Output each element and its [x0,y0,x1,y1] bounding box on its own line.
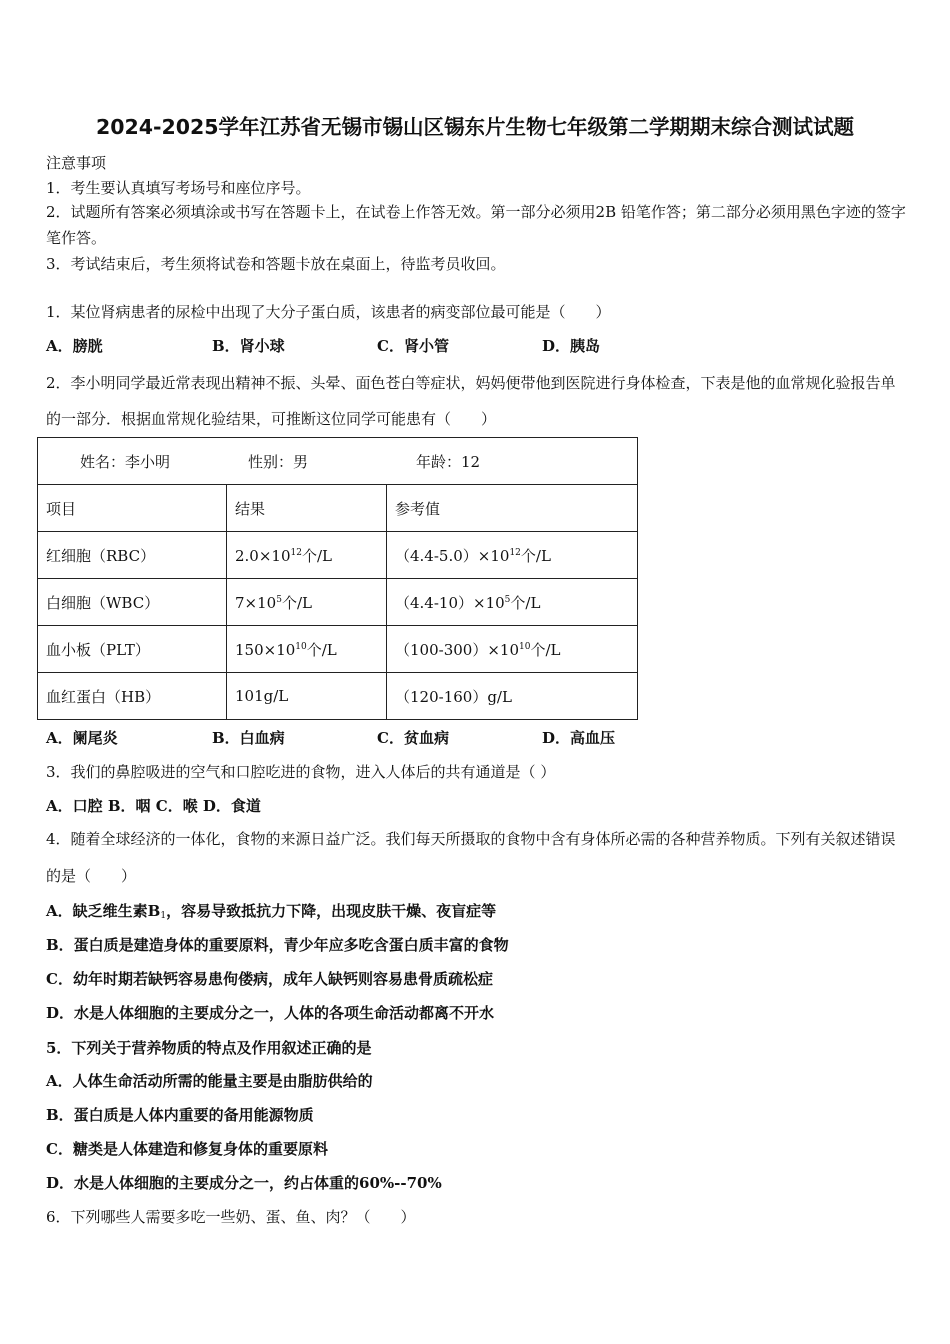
q4-option-a-subscript: 1 [160,911,167,921]
q2-stem: 2．李小明同学最近常表现出精神不振、头晕、面色苍白等症状，妈妈便带他到医院进行身体检查，下表是他的血常规化验报告单的一部分．根据血常规化验结果，可推断这位同学可能患有（ ） [46,374,896,428]
reference-value: （100-300）×10 [395,640,519,659]
notice-item-2: 2．试题所有答案必须填涂或书写在答题卡上，在试卷上作答无效。第一部分必须用2B 铅笔作答；第二部分必须用黑色字迹的签字笔作答。 [46,203,906,247]
table-row [38,626,638,673]
result-unit: 个/L [301,546,332,565]
q2-option-d[interactable]: D．高血压 [542,729,616,747]
reference-unit: 个/L [510,593,541,612]
notice-heading: 注意事项 [46,154,107,172]
header-result: 结果 [227,485,387,532]
q5-option-a[interactable]: A．人体生命活动所需的能量主要是由脂肪供给的 [46,1072,373,1090]
row-reference [387,532,638,579]
q3-options[interactable]: A．口腔 B．咽 C．喉 D．食道 [46,797,261,815]
q1-option-d[interactable]: D．胰岛 [542,337,601,355]
result-unit: 个/L [306,640,337,659]
result-value: 150×10 [235,640,296,659]
row-result [227,673,387,720]
q4-option-c[interactable]: C．幼年时期若缺钙容易患佝偻病，成年人缺钙则容易患骨质疏松症 [46,970,493,988]
row-reference [387,626,638,673]
q5-stem: 5．下列关于营养物质的特点及作用叙述正确的是 [46,1039,372,1057]
q3-stem: 3．我们的鼻腔吸进的空气和口腔吃进的食物，进入人体后的共有通道是（ ） [46,763,556,781]
reference-unit: 个/L [520,546,551,565]
q5-option-d[interactable]: D．水是人体细胞的主要成分之一，约占体重的60%--70% [46,1174,442,1192]
notice-item-3: 3．考试结束后，考生须将试卷和答题卡放在桌面上，待监考员收回。 [46,255,506,273]
result-value: 7×10 [235,593,277,612]
q4-option-a-text: A．缺乏维生素B [46,902,161,920]
header-reference: 参考值 [387,485,638,532]
reference-value: （4.4-5.0）×10 [395,546,510,565]
row-result [227,579,387,626]
q2-option-c[interactable]: C．贫血病 [377,729,449,747]
patient-age: 年龄：12 [416,452,481,471]
blood-report-table [37,437,638,720]
page-title: 2024-2025学年江苏省无锡市锡山区锡东片生物七年级第二学期期末综合测试试题 [95,115,855,139]
header-item: 项目 [38,485,227,532]
reference-value: （4.4-10）×10 [395,593,505,612]
result-value: 101g/L [235,687,289,705]
q4-option-b[interactable]: B．蛋白质是建造身体的重要原料，青少年应多吃含蛋白质丰富的食物 [46,936,509,954]
q2-option-b[interactable]: B．白血病 [212,729,285,747]
row-item: 白细胞（WBC） [38,579,227,626]
q2-option-a[interactable]: A．阑尾炎 [46,729,118,747]
q1-option-c[interactable]: C．肾小管 [377,337,449,355]
q5-option-b[interactable]: B．蛋白质是人体内重要的备用能源物质 [46,1106,314,1124]
notice-item-1: 1．考生要认真填写考场号和座位序号。 [46,179,311,197]
row-reference [387,673,638,720]
q4-stem: 4．随着全球经济的一体化，食物的来源日益广泛。我们每天所摄取的食物中含有身体所必需的各种营养物质。下列有关叙述错误的是（ ） [46,830,896,885]
patient-name: 姓名：李小明 [80,452,171,471]
reference-exponent: 12 [509,547,521,558]
row-item: 血小板（PLT） [38,626,227,673]
report-header-row [38,485,638,532]
reference-exponent: 5 [504,594,511,605]
result-unit: 个/L [281,593,312,612]
reference-value: （120-160）g/L [395,687,512,706]
table-row [38,579,638,626]
result-exponent: 10 [295,641,307,652]
reference-exponent: 10 [519,641,531,652]
q1-option-a[interactable]: A．膀胱 [46,337,103,355]
result-exponent: 5 [276,594,282,605]
q1-option-b[interactable]: B．肾小球 [212,337,285,355]
result-exponent: 12 [290,547,302,558]
q5-option-c[interactable]: C．糖类是人体建造和修复身体的重要原料 [46,1140,328,1158]
q6-stem: 6．下列哪些人需要多吃一些奶、蛋、鱼、肉？（ ） [46,1208,416,1226]
result-value: 2.0×10 [235,546,291,565]
table-row [38,673,638,720]
reference-unit: 个/L [530,640,561,659]
q4-option-a-rest: ，容易导致抵抗力下降，出现皮肤干燥、夜盲症等 [166,902,497,920]
row-item: 红细胞（RBC） [38,532,227,579]
q4-option-d[interactable]: D．水是人体细胞的主要成分之一，人体的各项生命活动都离不开水 [46,1004,495,1022]
patient-gender: 性别：男 [248,452,309,471]
row-result [227,626,387,673]
row-reference [387,579,638,626]
row-item: 血红蛋白（HB） [38,673,227,720]
table-row [38,532,638,579]
q4-option-a[interactable] [46,900,496,921]
row-result [227,532,387,579]
report-info-row [38,438,638,485]
q1-stem: 1．某位肾病患者的尿检中出现了大分子蛋白质，该患者的病变部位最可能是（ ） [46,303,611,321]
